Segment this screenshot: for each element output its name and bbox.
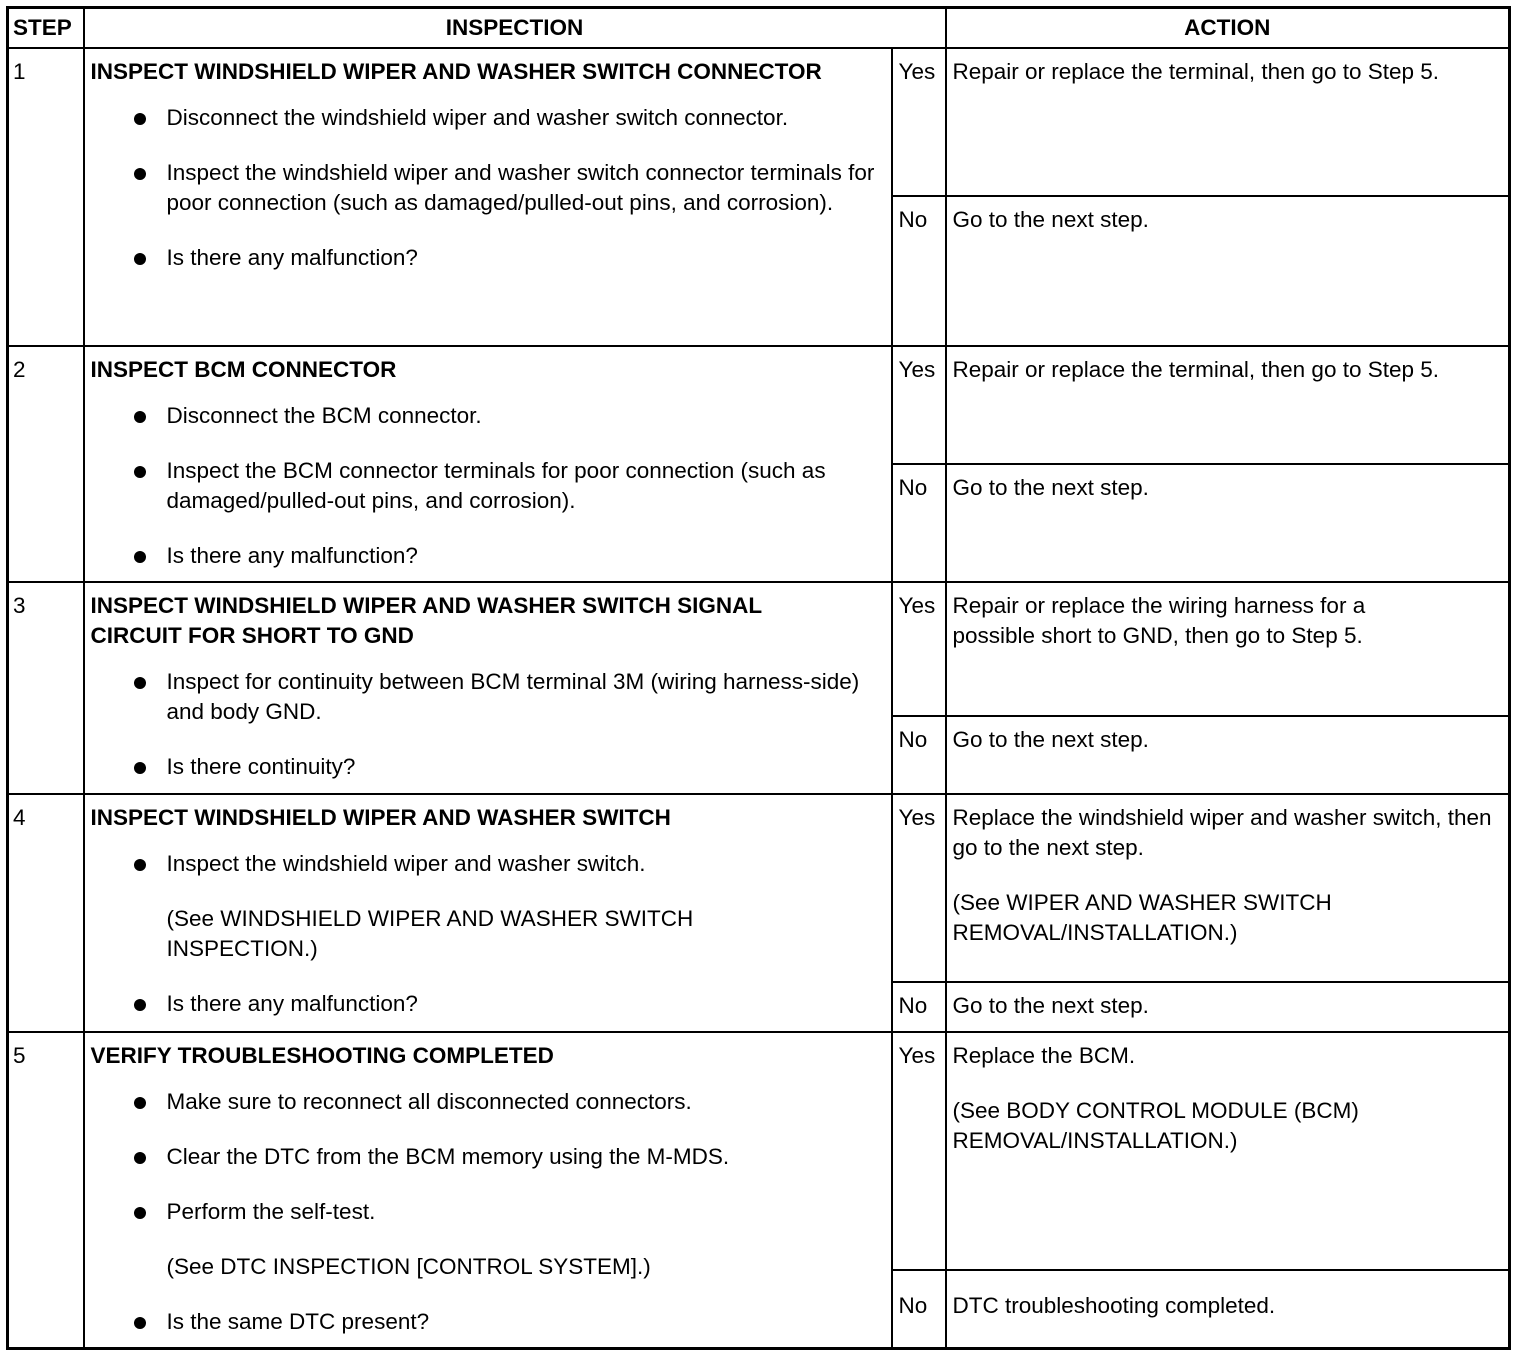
yes-action: Repair or replace the wiring harness for a possible short to GND, then go to Step 5. — [946, 582, 1510, 716]
step-number: 1 — [8, 48, 84, 346]
table-row — [8, 794, 1510, 982]
bullet-icon — [134, 551, 146, 563]
bullet-icon — [134, 1207, 146, 1219]
bullet-text: Disconnect the windshield wiper and washer switch connector. — [166, 105, 789, 130]
bullet-text: Inspect the windshield wiper and washer switch. — [166, 851, 646, 876]
step-title: INSPECT WINDSHIELD WIPER AND WASHER SWITCH SIGNAL CIRCUIT FOR SHORT TO GND — [90, 593, 762, 648]
bullet-item — [91, 456, 891, 516]
yes-action-cell — [946, 1032, 1510, 1270]
no-action: Go to the next step. — [946, 982, 1510, 1032]
bullet-item — [91, 1087, 891, 1117]
no-action: Go to the next step. — [946, 196, 1510, 346]
table-row — [8, 48, 1510, 196]
bullet-text: Inspect the BCM connector terminals for poor connection (such as damaged/pulled-out pins, and corrosion). — [166, 458, 826, 513]
bullet-text: Make sure to reconnect all disconnected connectors. — [166, 1089, 692, 1114]
bullet-item — [91, 103, 891, 133]
inspection-cell — [84, 1032, 892, 1348]
inspection-cell — [84, 582, 892, 794]
table-row — [8, 1032, 1510, 1270]
yes-reference-note: (See WIPER AND WASHER SWITCH REMOVAL/INSTALLATION.) — [952, 890, 1332, 945]
bullet-icon — [134, 466, 146, 478]
header-step: STEP — [8, 8, 84, 49]
bullet-item — [91, 752, 891, 782]
no-action: Go to the next step. — [946, 464, 1510, 582]
bullet-item — [91, 989, 891, 1019]
no-action: Go to the next step. — [946, 716, 1510, 794]
bullet-icon — [134, 677, 146, 689]
step-title: INSPECT WINDSHIELD WIPER AND WASHER SWITCH CONNECTOR — [90, 59, 822, 84]
step-title: VERIFY TROUBLESHOOTING COMPLETED — [90, 1043, 554, 1068]
no-label: No — [892, 716, 946, 794]
no-label: No — [892, 982, 946, 1032]
yes-label: Yes — [892, 1032, 946, 1270]
step-number: 2 — [8, 346, 84, 582]
no-label: No — [892, 196, 946, 346]
yes-action-cell — [946, 794, 1510, 982]
bullet-text: Clear the DTC from the BCM memory using the M-MDS. — [166, 1144, 730, 1169]
bullet-item — [91, 1142, 891, 1172]
bullet-icon — [134, 168, 146, 180]
no-label: No — [892, 464, 946, 582]
bullet-icon — [134, 762, 146, 774]
bullet-text: Is there continuity? — [166, 754, 356, 779]
bullet-icon — [134, 1317, 146, 1329]
step-number: 5 — [8, 1032, 84, 1348]
bullet-icon — [134, 1152, 146, 1164]
bullet-text: Perform the self-test. — [166, 1199, 376, 1224]
bullet-text: Is there any malfunction? — [166, 991, 418, 1016]
yes-label: Yes — [892, 48, 946, 196]
yes-action: Replace the windshield wiper and washer switch, then go to the next step. — [952, 805, 1492, 860]
header-action: ACTION — [946, 8, 1510, 49]
bullet-icon — [134, 1097, 146, 1109]
header-row — [8, 8, 1510, 49]
bullet-text: Inspect the windshield wiper and washer switch connector terminals for poor connection (such as damaged/pulled-out pins, and corrosion). — [166, 160, 875, 215]
step-number: 4 — [8, 794, 84, 1032]
bullet-item — [91, 849, 891, 879]
yes-label: Yes — [892, 346, 946, 464]
inspection-cell — [84, 794, 892, 1032]
reference-note: (See DTC INSPECTION [CONTROL SYSTEM].) — [166, 1254, 651, 1279]
bullet-item — [91, 243, 891, 273]
bullet-item — [91, 1197, 891, 1227]
bullet-item — [91, 1307, 891, 1337]
bullet-text: Is there any malfunction? — [166, 245, 418, 270]
troubleshooting-table — [6, 6, 1511, 1350]
bullet-text: Is there any malfunction? — [166, 543, 418, 568]
yes-reference-note: (See BODY CONTROL MODULE (BCM) REMOVAL/INSTALLATION.) — [952, 1098, 1359, 1153]
yes-action: Replace the BCM. — [952, 1043, 1136, 1068]
bullet-item — [91, 401, 891, 431]
bullet-icon — [134, 411, 146, 423]
header-inspection: INSPECTION — [84, 8, 946, 49]
yes-action: Repair or replace the terminal, then go to Step 5. — [946, 346, 1510, 464]
bullet-item — [91, 541, 891, 571]
step-number: 3 — [8, 582, 84, 794]
yes-label: Yes — [892, 582, 946, 716]
table-row — [8, 582, 1510, 716]
no-label: No — [892, 1270, 946, 1348]
yes-label: Yes — [892, 794, 946, 982]
bullet-text: Is the same DTC present? — [166, 1309, 430, 1334]
step-title: INSPECT WINDSHIELD WIPER AND WASHER SWITCH — [90, 805, 671, 830]
inspection-cell — [84, 48, 892, 346]
reference-note: (See WINDSHIELD WIPER AND WASHER SWITCH INSPECTION.) — [166, 906, 694, 961]
inspection-cell — [84, 346, 892, 582]
bullet-icon — [134, 113, 146, 125]
table-row — [8, 346, 1510, 464]
bullet-item — [91, 158, 891, 218]
bullet-text: Inspect for continuity between BCM terminal 3M (wiring harness-side) and body GND. — [166, 669, 860, 724]
step-title: INSPECT BCM CONNECTOR — [90, 357, 397, 382]
yes-action: Repair or replace the terminal, then go to Step 5. — [946, 48, 1510, 196]
bullet-icon — [134, 253, 146, 265]
bullet-icon — [134, 859, 146, 871]
bullet-icon — [134, 999, 146, 1011]
bullet-item — [91, 667, 891, 727]
no-action: DTC troubleshooting completed. — [946, 1270, 1510, 1348]
bullet-text: Disconnect the BCM connector. — [166, 403, 482, 428]
